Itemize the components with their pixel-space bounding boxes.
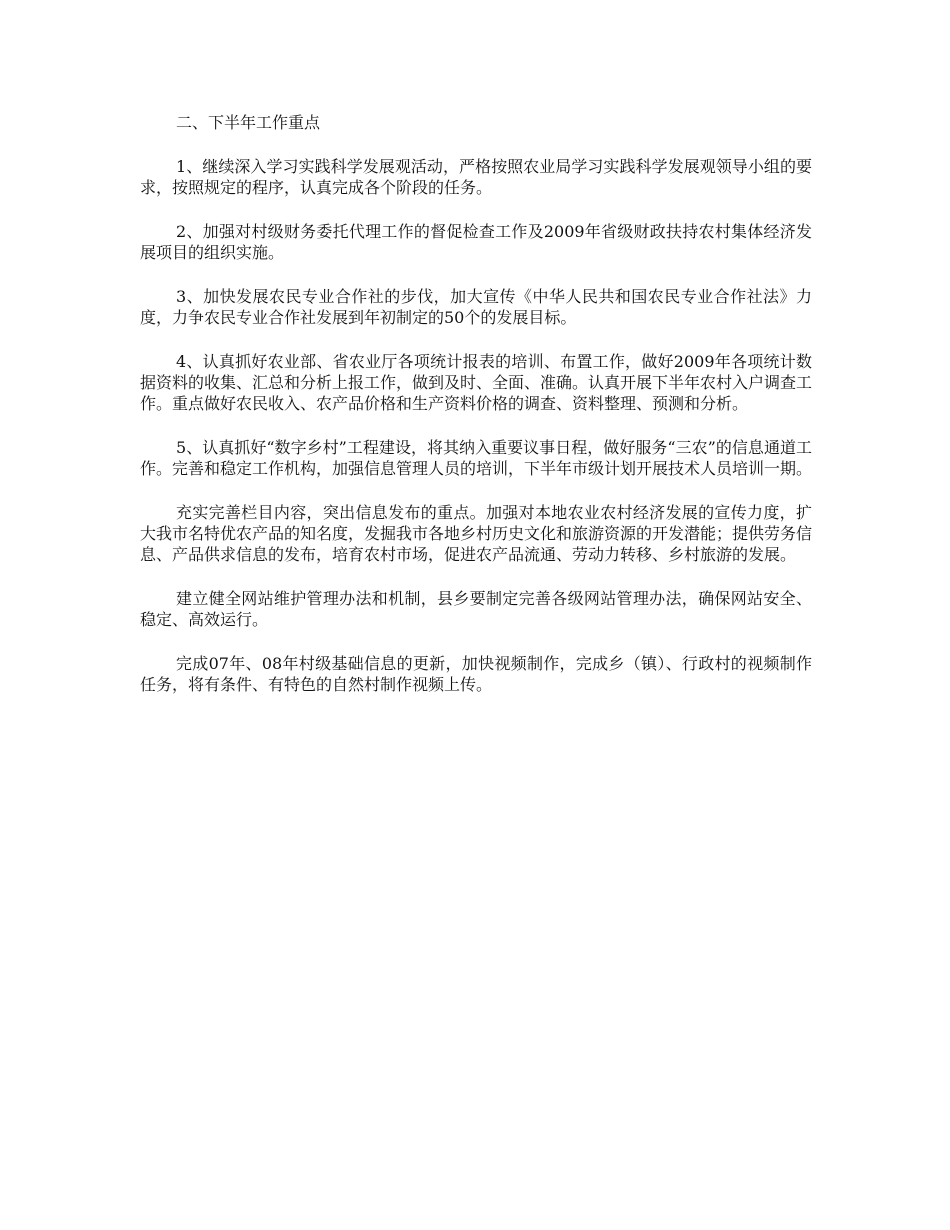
- document-body: [140, 112, 812, 718]
- paragraph-5: 5、认真抓好“数字乡村”工程建设，将其纳入重要议事日程，做好服务“三农”的信息通道工作。完善和稳定工作机构，加强信息管理人员的培训，下半年市级计划开展技术人员培训一期。: [140, 438, 813, 478]
- paragraph-1: 1、继续深入学习实践科学发展观活动，严格按照农业局学习实践科学发展观领导小组的要求，按照规定的程序，认真完成各个阶段的任务。: [140, 157, 812, 197]
- section-heading: 二、下半年工作重点: [176, 113, 321, 132]
- paragraph-6: 充实完善栏目内容，突出信息发布的重点。加强对本地农业农村经济发展的宣传力度，扩大我市名特优农产品的知名度，发掘我市各地乡村历史文化和旅游资源的开发潜能；提供劳务信息、产品供求信息的发布，培育农村市场，促进农产品流通、劳动力转移、乡村旅游的发展。: [140, 503, 813, 564]
- paragraph-4: 4、认真抓好农业部、省农业厅各项统计报表的培训、布置工作，做好2009年各项统计数据资料的收集、汇总和分析上报工作，做到及时、全面、准确。认真开展下半年农村入户调查工作。重点做好农民收入、农产品价格和生产资料价格的调查、资料整理、预测和分析。: [140, 352, 813, 413]
- paragraph-3: 3、加快发展农民专业合作社的步伐，加大宣传《中华人民共和国农民专业合作社法》力度，力争农民专业合作社发展到年初制定的50个的发展目标。: [140, 287, 812, 327]
- paragraph-8: 完成07年、08年村级基础信息的更新，加快视频制作，完成乡（镇）、行政村的视频制作任务，将有条件、有特色的自然村制作视频上传。: [140, 654, 812, 694]
- paragraph-2: 2、加强对村级财务委托代理工作的督促检查工作及2009年省级财政扶持农村集体经济发展项目的组织实施。: [140, 222, 812, 262]
- paragraph-7: 建立健全网站维护管理办法和机制，县乡要制定完善各级网站管理办法，确保网站安全、稳定、高效运行。: [140, 589, 812, 629]
